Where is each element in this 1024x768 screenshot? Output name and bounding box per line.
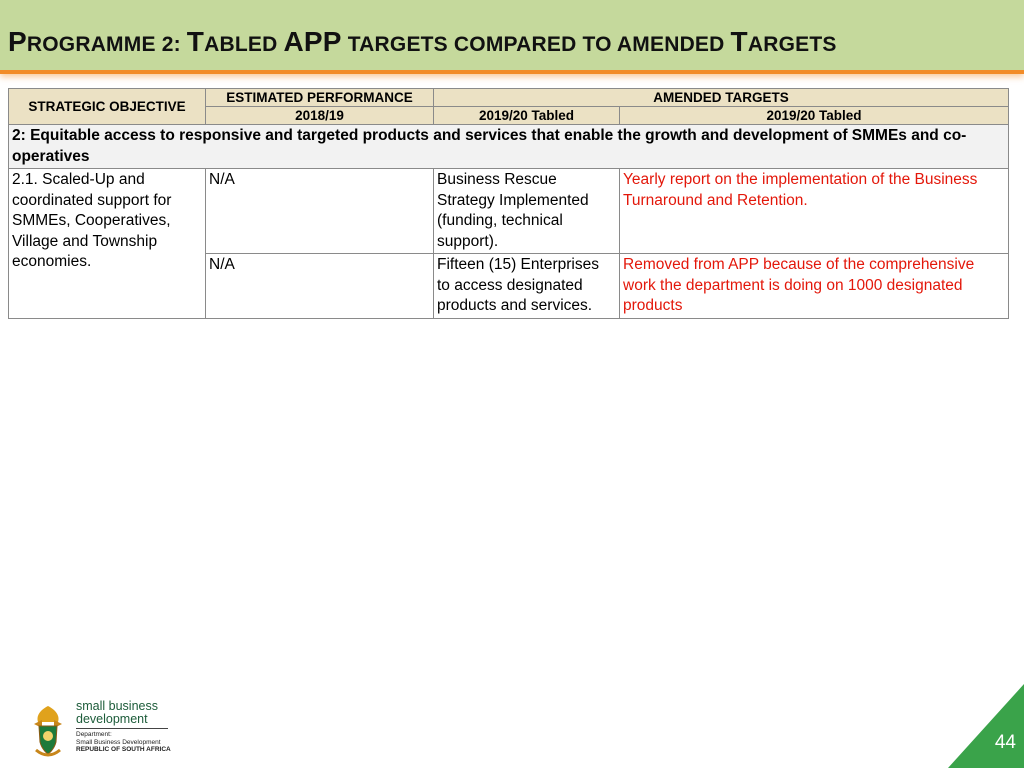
header-tabled: 2019/20 Tabled: [434, 107, 620, 125]
table-row: [9, 169, 1009, 254]
department-logo: [28, 700, 178, 762]
title-part-big: P: [8, 26, 27, 57]
page-number: 44: [994, 732, 1016, 753]
department-line-1: Department:: [76, 731, 112, 738]
logo-line-1: small business: [76, 699, 158, 713]
logo-wordmark: [76, 700, 158, 726]
title-part-small: ARGETS: [747, 33, 837, 56]
logo-line-2: development: [76, 712, 148, 726]
header-strategic-objective: STRATEGIC OBJECTIVE: [9, 89, 206, 125]
header-estimated-performance: ESTIMATED PERFORMANCE: [206, 89, 434, 107]
page-corner-triangle: [948, 684, 1024, 768]
section-row: [9, 125, 1009, 169]
logo-department-text: [76, 731, 171, 754]
title-part-small: ABLED: [204, 33, 284, 56]
title-part-big: T: [186, 26, 205, 57]
title-part-big: T: [730, 26, 748, 57]
header-year-2018: 2018/19: [206, 107, 434, 125]
strategic-objective-cell: 2.1. Scaled-Up and coordinated support for SMMEs, Cooperatives, Village and Township economies.: [9, 169, 206, 319]
department-line-3: REPUBLIC OF SOUTH AFRICA: [76, 746, 171, 753]
title-part-normal: 2:: [161, 33, 187, 56]
estimated-performance-cell: N/A: [206, 254, 434, 319]
title-part-small: ROGRAMME: [26, 33, 162, 56]
header-amended-tabled: 2019/20 Tabled: [620, 107, 1009, 125]
title-part-big: APP: [283, 26, 342, 57]
department-line-2: Small Business Development: [76, 738, 161, 746]
page-title: [8, 26, 837, 58]
logo-divider: [76, 728, 168, 729]
amended-target-cell: Yearly report on the implementation of the Business Turnaround and Retention.: [620, 169, 1009, 254]
header-amended-targets: AMENDED TARGETS: [434, 89, 1009, 107]
targets-table: [8, 88, 1009, 319]
title-part-small: TARGETS COMPARED TO AMENDED: [341, 33, 731, 56]
estimated-performance-cell: N/A: [206, 169, 434, 254]
amended-target-cell: Removed from APP because of the comprehensive work the department is doing on 1000 designated products: [620, 254, 1009, 319]
title-bar: [0, 0, 1024, 74]
coat-of-arms-icon: [28, 702, 68, 762]
tabled-target-cell: Fifteen (15) Enterprises to access designated products and services.: [434, 254, 620, 319]
section-title: 2: Equitable access to responsive and targeted products and services that enable the growth and development of SMMEs and co-operatives: [9, 125, 1009, 169]
tabled-target-cell: Business Rescue Strategy Implemented (funding, technical support).: [434, 169, 620, 254]
